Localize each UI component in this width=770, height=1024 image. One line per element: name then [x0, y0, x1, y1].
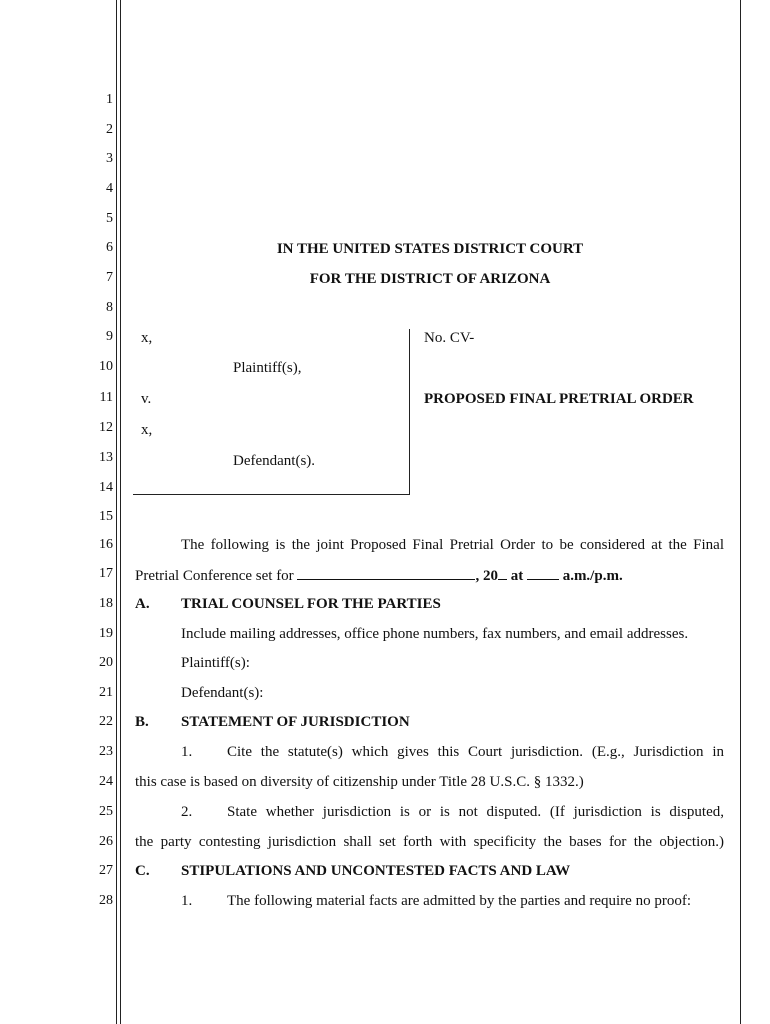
- section-b-letter: B.: [135, 714, 149, 730]
- section-a-title: TRIAL COUNSEL FOR THE PARTIES: [181, 596, 441, 612]
- document-title: PROPOSED FINAL PRETRIAL ORDER: [424, 391, 694, 407]
- conference-date-field[interactable]: , 20 at a.m./p.m.: [297, 568, 622, 584]
- left-margin-rule-inner: [120, 0, 121, 1024]
- intro-line-2: [135, 565, 623, 585]
- line-number: 4: [106, 181, 113, 196]
- line-number: 11: [99, 390, 113, 405]
- line-number: 7: [106, 270, 113, 285]
- caption-vertical-rule: [409, 329, 410, 494]
- section-c-title: STIPULATIONS AND UNCONTESTED FACTS AND LAW: [181, 863, 571, 879]
- court-name-heading: IN THE UNITED STATES DISTRICT COURT: [276, 241, 584, 257]
- left-margin-rule-outer: [116, 0, 117, 1024]
- section-c-item-1-text: The following material facts are admitted by the parties and require no proof:: [227, 893, 691, 909]
- line-number: 3: [106, 151, 113, 166]
- section-c-letter: C.: [135, 863, 150, 879]
- defendant-label: Defendant(s).: [233, 453, 316, 469]
- line-number: 10: [99, 359, 113, 374]
- defendant-name: x,: [141, 422, 153, 438]
- line-number: 8: [106, 300, 113, 315]
- line-number: 24: [99, 774, 113, 789]
- section-b-item-1-line-2: this case is based on diversity of citizenship under Title 28 U.S.C. § 1332.): [135, 774, 584, 790]
- section-b-item-2-line-2: the party contesting jurisdiction shall set forth with specificity the bases for the objection.): [135, 834, 724, 850]
- line-number: 22: [99, 714, 113, 729]
- line-number: 23: [99, 744, 113, 759]
- line-number: 20: [99, 655, 113, 670]
- line-number: 27: [99, 863, 113, 878]
- line-number: 15: [99, 509, 113, 524]
- caption-horizontal-rule: [133, 494, 410, 495]
- line-number: 9: [106, 329, 113, 344]
- line-number: 17: [99, 566, 113, 581]
- section-b-item-2-number: 2.: [181, 804, 193, 820]
- line-number: 19: [99, 626, 113, 641]
- section-a-defendant: Defendant(s):: [181, 685, 264, 701]
- case-number: No. CV-: [424, 330, 475, 346]
- line-number: 14: [99, 480, 113, 495]
- district-heading: FOR THE DISTRICT OF ARIZONA: [309, 271, 551, 287]
- line-number: 13: [99, 450, 113, 465]
- section-b-item-1-line-1: Cite the statute(s) which gives this Court jurisdiction. (E.g., Jurisdiction in: [227, 744, 724, 760]
- section-a-instruction: Include mailing addresses, office phone numbers, fax numbers, and email addresses.: [181, 626, 689, 642]
- section-a-plaintiff: Plaintiff(s):: [181, 655, 250, 671]
- line-number: 28: [99, 893, 113, 908]
- plaintiff-label: Plaintiff(s),: [233, 360, 302, 376]
- line-number: 18: [99, 596, 113, 611]
- plaintiff-name: x,: [141, 330, 153, 346]
- section-b-item-2-line-1: State whether jurisdiction is or is not disputed. (If jurisdiction is disputed,: [227, 804, 724, 820]
- line-number: 5: [106, 211, 113, 226]
- section-a-letter: A.: [135, 596, 150, 612]
- section-b-title: STATEMENT OF JURISDICTION: [181, 714, 410, 730]
- line-number: 2: [106, 122, 113, 137]
- section-c-item-1-number: 1.: [181, 893, 193, 909]
- intro-line-1: The following is the joint Proposed Final Pretrial Order to be considered at the Final: [181, 537, 724, 553]
- line-number: 12: [99, 420, 113, 435]
- line-number: 21: [99, 685, 113, 700]
- right-margin-rule: [740, 0, 741, 1024]
- versus-label: v.: [141, 391, 152, 407]
- line-number: 6: [106, 240, 113, 255]
- line-number: 25: [99, 804, 113, 819]
- section-b-item-1-number: 1.: [181, 744, 193, 760]
- line-number: 16: [99, 537, 113, 552]
- line-number: 1: [106, 92, 113, 107]
- intro-line-2-lead: Pretrial Conference set for: [135, 568, 298, 584]
- line-number: 26: [99, 834, 113, 849]
